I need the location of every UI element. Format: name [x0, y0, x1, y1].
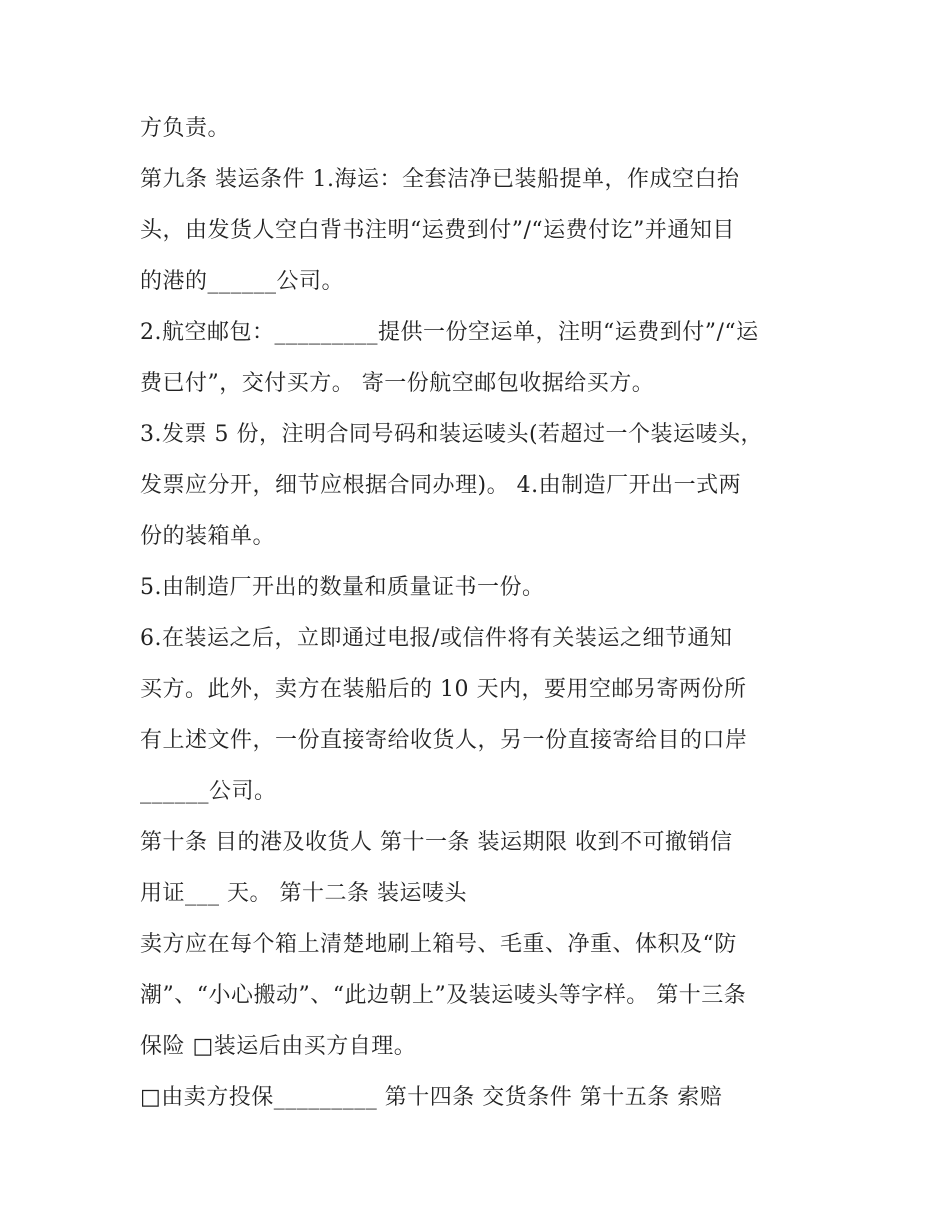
text-line: 第十条 目的港及收货人 第十一条 装运期限 收到不可撤销信 — [140, 830, 733, 855]
text-line: 2.航空邮包：_________提供一份空运单，注明“运费到付”/“运 — [140, 320, 759, 345]
text-line: □由卖方投保_________ 第十四条 交货条件 第十五条 索赔 — [140, 1085, 723, 1110]
text-line: 6.在装运之后，立即通过电报/或信件将有关装运之细节通知 — [140, 626, 733, 651]
text-line: ______公司。 — [140, 779, 277, 804]
text-line: 5.由制造厂开出的数量和质量证书一份。 — [140, 575, 545, 600]
text-line: 卖方应在每个箱上清楚地刷上箱号、毛重、净重、体积及“防 — [140, 932, 737, 957]
text-line: 保险 □装运后由买方自理。 — [140, 1034, 417, 1059]
text-line: 有上述文件，一份直接寄给收货人，另一份直接寄给目的口岸 — [140, 728, 748, 753]
text-line: 费已付”，交付买方。 寄一份航空邮包收据给买方。 — [140, 371, 655, 396]
text-line: 头，由发货人空白背书注明“运费到付”/“运费付讫”并通知目 — [140, 218, 735, 243]
text-line: 方负责。 — [140, 116, 231, 141]
text-line: 第九条 装运条件 1.海运：全套洁净已装船提单，作成空白抬 — [140, 167, 740, 192]
text-line: 用证___ 天。 第十二条 装运唛头 — [140, 881, 467, 906]
text-line: 3.发票 5 份，注明合同号码和装运唛头(若超过一个装运唛头， — [140, 422, 764, 447]
text-line: 买方。此外，卖方在装船后的 10 天内，要用空邮另寄两份所 — [140, 677, 747, 702]
text-line: 份的装箱单。 — [140, 524, 276, 549]
text-line: 的港的______公司。 — [140, 269, 345, 294]
text-line: 发票应分开，细节应根据合同办理)。 4.由制造厂开出一式两 — [140, 473, 742, 498]
text-line: 潮”、“小心搬动”、“此边朝上”及装运唛头等字样。 第十三条 — [140, 983, 747, 1008]
